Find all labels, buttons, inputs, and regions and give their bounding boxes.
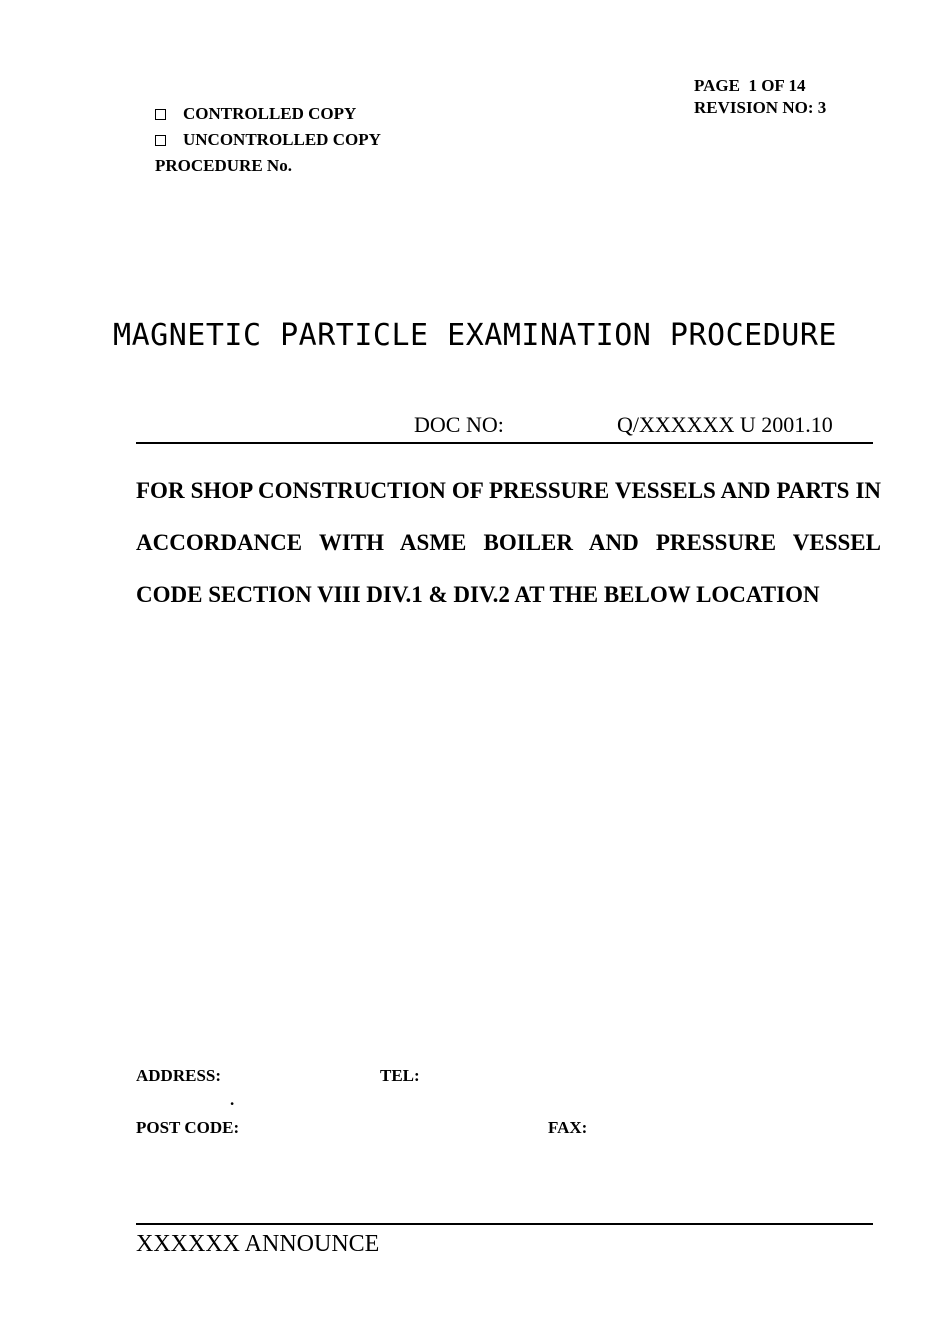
uncontrolled-copy-checkbox[interactable] bbox=[155, 135, 166, 146]
announce-text: XXXXXX ANNOUNCE bbox=[136, 1231, 380, 1257]
controlled-copy-label: CONTROLLED COPY bbox=[183, 104, 357, 123]
uncontrolled-copy-row bbox=[155, 127, 381, 153]
uncontrolled-copy-label: UNCONTROLLED COPY bbox=[183, 130, 381, 149]
address-dot: . bbox=[230, 1090, 235, 1109]
doc-no-divider bbox=[136, 442, 873, 444]
fax-label: FAX: bbox=[548, 1118, 588, 1137]
page-revision-block bbox=[694, 75, 826, 119]
scope-paragraph: FOR SHOP CONSTRUCTION OF PRESSURE VESSELS AND PARTS IN ACCORDANCE WITH ASME BOILER AND PRESSURE VESSEL CODE SECTION VIII DIV.1 & DIV.2 AT THE BELOW LOCATION bbox=[136, 478, 881, 607]
page-number: PAGE 1 OF 14 bbox=[694, 76, 806, 95]
address-label: ADDRESS: bbox=[136, 1066, 222, 1085]
controlled-copy-checkbox[interactable] bbox=[155, 109, 166, 120]
controlled-copy-row bbox=[155, 101, 381, 127]
procedure-no-label: PROCEDURE No. bbox=[155, 156, 292, 175]
revision-number: REVISION NO: 3 bbox=[694, 98, 827, 117]
footer-divider bbox=[136, 1223, 873, 1225]
document-title: MAGNETIC PARTICLE EXAMINATION PROCEDURE bbox=[113, 318, 837, 353]
post-code-label: POST CODE: bbox=[136, 1118, 240, 1137]
doc-no-label: DOC NO: bbox=[414, 412, 504, 437]
doc-no-value: Q/XXXXXX U 2001.10 bbox=[617, 412, 833, 437]
copy-control-block bbox=[155, 101, 381, 179]
tel-label: TEL: bbox=[380, 1066, 420, 1085]
